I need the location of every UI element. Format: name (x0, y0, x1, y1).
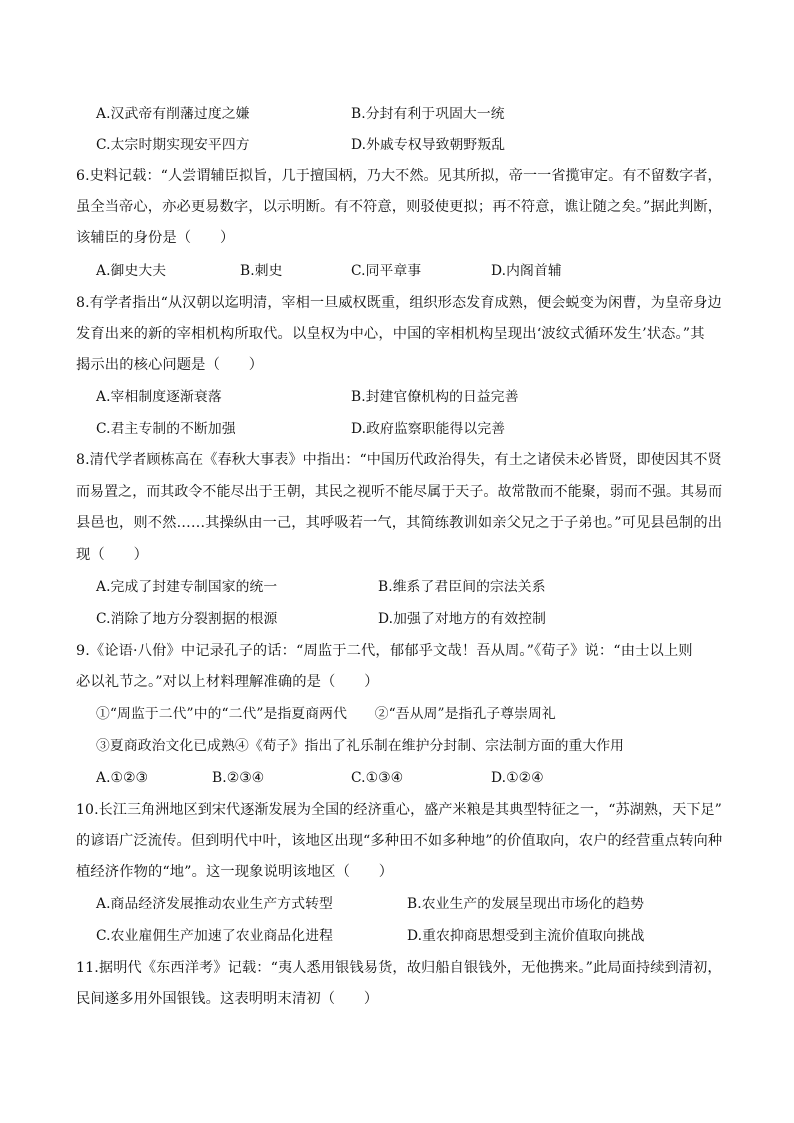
q6-stem-line: 虽全当帝心，亦必更易数字，以示明断。有不符意，则驳使更拟；再不符意，谯让随之矣。”据此判断， (76, 199, 723, 215)
q5-option-a: A.汉武帝有削藩过度之嫌 (96, 106, 250, 122)
q5-option-b: B.分封有利于巩固大一统 (351, 106, 505, 122)
q6-option-a: A.御史大夫 (96, 263, 167, 279)
q9-stem-line: 9.《论语·八佾》中记录孔子的话：“周监于二代，郁郁乎文哉！吾从周。”《荀子》说：“由士以上则 (76, 643, 693, 659)
q8-option-b: B.维系了君臣间的宗法关系 (378, 579, 546, 595)
q9-option-d: D.①②④ (491, 770, 544, 786)
q10-stem-line: 植经济作物的“地”。这一现象说明该地区（ ） (76, 864, 394, 880)
q9-option-b: B.②③④ (212, 770, 265, 786)
q7-option-c: C.君主专制的不断加强 (96, 421, 236, 437)
q9-option-a: A.①②③ (96, 770, 148, 786)
q8-option-c: C.消除了地方分裂割据的根源 (96, 611, 278, 627)
q10-option-b: B.农业生产的发展呈现出市场化的趋势 (407, 896, 645, 912)
q6-option-c: C.同平章事 (351, 263, 422, 279)
q11-stem-line: 11.据明代《东西洋考》记载：“夷人悉用银钱易货，故归船自银钱外，无他携来。”此局面持续到清初， (76, 960, 722, 976)
q6-stem-line: 该辅臣的身份是（ ） (76, 230, 235, 246)
q6-option-b: B.刺史 (240, 263, 283, 279)
q9-option-c: C.①③④ (351, 770, 404, 786)
q8-option-a: A.完成了封建专制国家的统一 (96, 579, 278, 595)
q8-stem-line: 县邑也，则不然……其操纵由一己，其呼吸若一气，其简练教训如亲父兄之于子弟也。”可见县邑制的出 (76, 515, 723, 531)
q7-option-d: D.政府监察职能得以完善 (351, 421, 506, 437)
q10-option-d: D.重农抑商思想受到主流价值取向挑战 (407, 928, 645, 944)
q8-stem-line: 现（ ） (76, 547, 148, 563)
q8-option-d: D.加强了对地方的有效控制 (378, 611, 547, 627)
q7-stem-line: 发育出来的新的宰相机构所取代。以皇权为中心，中国的宰相机构呈现出‘波纹式循环发生’状态。”其 (76, 326, 705, 342)
q8-stem-line: 8.清代学者顾栋高在《春秋大事表》中指出：“中国历代政治得失，有土之诸侯未必皆贤，即使因其不贤 (76, 452, 722, 468)
q7-stem-line: 揭示出的核心问题是（ ） (76, 357, 264, 373)
q9-stem-line: 必以礼节之。”对以上材料理解准确的是（ ） (76, 674, 379, 690)
q9-statement-line: ③夏商政治文化已成熟④《荀子》指出了礼乐制在维护分封制、宗法制方面的重大作用 (96, 738, 625, 754)
q7-option-b: B.封建官僚机构的日益完善 (351, 389, 519, 405)
q5-option-c: C.太宗时期实现安平四方 (96, 137, 250, 153)
q9-statement-line: ①“周监于二代”中的“二代”是指夏商两代 ②“吾从周”是指孔子尊崇周礼 (96, 706, 556, 722)
q6-stem-line: 6.史料记载：“人尝谓辅臣拟旨，几于擅国柄，乃大不然。见其所拟，帝一一省揽审定。有不留数字者， (76, 168, 722, 184)
q10-option-a: A.商品经济发展推动农业生产方式转型 (96, 896, 333, 912)
q8-stem-line: 而易置之，而其政令不能尽出于王朝，其民之视听不能尽属于天子。故常散而不能聚，弱而不强。其易而 (76, 484, 723, 500)
q5-option-d: D.外戚专权导致朝野叛乱 (351, 137, 506, 153)
q10-stem-line: 的谚语广泛流传。但到明代中叶，该地区出现“多种田不如多种地”的价值取向，农户的经营重点转向种 (76, 833, 723, 849)
q7-option-a: A.宰相制度逐渐衰落 (96, 389, 222, 405)
q10-option-c: C.农业雇佣生产加速了农业商品化进程 (96, 928, 333, 944)
q7-stem-line: 8.有学者指出“从汉朝以迄明清，宰相一旦威权既重，组织形态发育成熟，便会蜕变为闲曹，为皇帝身边 (76, 295, 722, 311)
q11-stem-line: 民间遂多用外国银钱。这表明明末清初（ ） (76, 991, 379, 1007)
q10-stem-line: 10.长江三角洲地区到宋代逐渐发展为全国的经济重心，盛产米粮是其典型特征之一，“苏湖熟，天下足” (76, 802, 722, 818)
q6-option-d: D.内阁首辅 (491, 263, 562, 279)
